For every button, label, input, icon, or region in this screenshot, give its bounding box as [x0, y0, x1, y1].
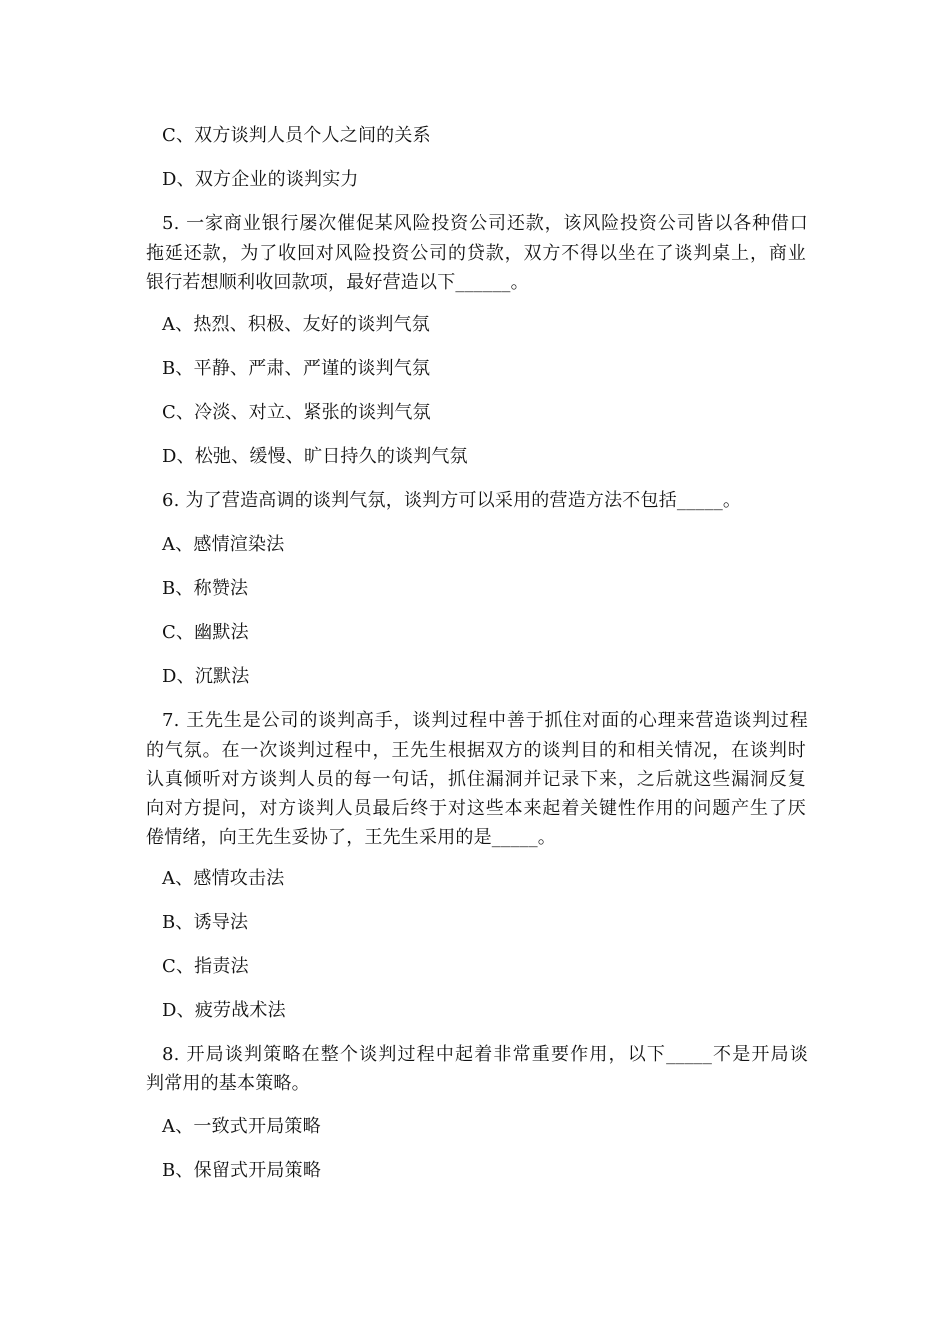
- question-5-line-1: 5. 一家商业银行屡次催促某风险投资公司还款，该风险投资公司皆以各种借口: [162, 213, 808, 234]
- option-q7-d: D、疲劳战术法: [162, 1000, 286, 1021]
- option-q6-a: A、感情渲染法: [162, 534, 285, 555]
- option-q5-a: A、热烈、积极、友好的谈判气氛: [162, 314, 430, 335]
- question-7-line-5: 倦情绪，向王先生妥协了，王先生采用的是_____。: [146, 827, 556, 848]
- option-q8-a: A、一致式开局策略: [162, 1116, 321, 1137]
- question-7-line-2: 的气氛。在一次谈判过程中，王先生根据双方的谈判目的和相关情况，在谈判时: [146, 740, 806, 761]
- option-q5-d: D、松弛、缓慢、旷日持久的谈判气氛: [162, 446, 468, 467]
- question-5-line-3: 银行若想顺利收回款项，最好营造以下______。: [146, 272, 529, 293]
- option-q6-d: D、沉默法: [162, 666, 250, 687]
- option-q7-b: B、诱导法: [162, 912, 249, 933]
- option-q5-b: B、平静、严肃、严谨的谈判气氛: [162, 358, 431, 379]
- question-7-line-3: 认真倾听对方谈判人员的每一句话，抓住漏洞并记录下来，之后就这些漏洞反复: [146, 769, 806, 790]
- option-q7-c: C、指责法: [162, 956, 249, 977]
- option-q8-b: B、保留式开局策略: [162, 1160, 322, 1181]
- option-q7-a: A、感情攻击法: [162, 868, 285, 889]
- option-q5-c: C、冷淡、对立、紧张的谈判气氛: [162, 402, 431, 423]
- question-8-line-2: 判常用的基本策略。: [146, 1073, 310, 1094]
- option-q4-d: D、双方企业的谈判实力: [162, 169, 359, 190]
- question-7-line-1: 7. 王先生是公司的谈判高手，谈判过程中善于抓住对面的心理来营造谈判过程: [162, 710, 808, 731]
- question-8-line-1: 8. 开局谈判策略在整个谈判过程中起着非常重要作用，以下_____不是开局谈: [162, 1044, 808, 1065]
- option-q6-b: B、称赞法: [162, 578, 249, 599]
- option-q4-c: C、双方谈判人员个人之间的关系: [162, 125, 431, 146]
- question-6: 6. 为了营造高调的谈判气氛，谈判方可以采用的营造方法不包括_____。: [162, 490, 742, 511]
- option-q6-c: C、幽默法: [162, 622, 249, 643]
- question-5-line-2: 拖延还款，为了收回对风险投资公司的贷款，双方不得以坐在了谈判桌上，商业: [146, 243, 806, 264]
- question-7-line-4: 向对方提问，对方谈判人员最后终于对这些本来起着关键性作用的问题产生了厌: [146, 798, 806, 819]
